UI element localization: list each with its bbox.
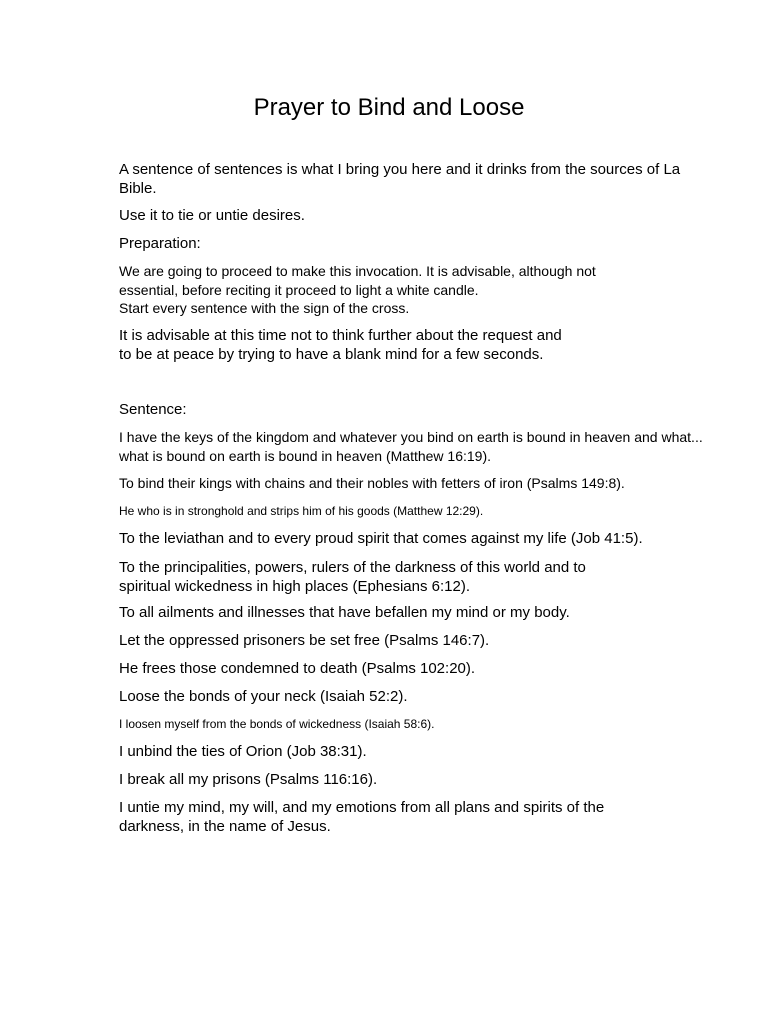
advice-paragraph [119,327,562,364]
preparation-line-3: Start every sentence with the sign of the cross. [119,300,410,316]
sentence-paragraph [119,688,408,707]
sentence-paragraph [119,743,367,762]
sentence-line: darkness, in the name of Jesus. [119,817,331,835]
preparation-paragraph [119,262,596,318]
sentence-paragraph [119,502,483,520]
sentence-line: To the leviathan and to every proud spirit that comes against my life (Job 41:5). [119,530,643,547]
sentence-line: To the principalities, powers, rulers of the darkness of this world and to [119,559,586,576]
usage-line: Use it to tie or untie desires. [119,207,305,224]
sentence-label: Sentence: [119,401,187,418]
sentence-paragraph [119,559,586,596]
preparation-label: Preparation: [119,235,201,252]
sentence-line: what is bound on earth is bound in heaven (Matthew 16:19). [119,447,492,464]
sentence-heading [119,401,187,420]
advice-line-2: to be at peace by trying to have a blank mind for a few seconds. [119,345,544,363]
intro-paragraph [119,161,680,198]
sentence-line: Let the oppressed prisoners be set free (Psalms 146:7). [119,632,490,649]
sentence-line: I break all my prisons (Psalms 116:16). [119,771,378,788]
sentence-line: Loose the bonds of your neck (Isaiah 52:2). [119,688,408,705]
sentence-line: I have the keys of the kingdom and whatever you bind on earth is bound in heaven and what... [119,429,703,445]
sentence-paragraph [119,660,475,679]
sentence-paragraph [119,715,435,733]
sentence-line: I unbind the ties of Orion (Job 38:31). [119,743,367,760]
sentence-paragraph [119,530,643,549]
sentence-line: I untie my mind, my will, and my emotions from all plans and spirits of the [119,799,605,816]
advice-line-1: It is advisable at this time not to think further about the request and [119,327,562,344]
intro-line-2: Bible. [119,179,157,197]
sentence-paragraph [119,474,625,493]
sentence-line: spiritual wickedness in high places (Ephesians 6:12). [119,577,471,595]
preparation-line-2: essential, before reciting it proceed to light a white candle. [119,281,479,298]
sentence-line: To all ailments and illnesses that have befallen my mind or my body. [119,604,570,621]
sentence-paragraph [119,428,703,465]
sentence-paragraph [119,771,377,790]
sentence-line: He who is in stronghold and strips him of his goods (Matthew 12:29). [119,504,484,518]
sentence-line: He frees those condemned to death (Psalms 102:20). [119,660,476,677]
sentence-paragraph [119,799,604,836]
preparation-heading [119,235,201,254]
intro-line-1: A sentence of sentences is what I bring you here and it drinks from the sources of La [119,161,681,178]
sentence-line: I loosen myself from the bonds of wickedness (Isaiah 58:6). [119,717,435,731]
sentence-paragraph [119,632,489,651]
usage-paragraph [119,207,305,226]
sentence-paragraph [119,604,570,623]
page-title: Prayer to Bind and Loose [253,94,525,121]
sentence-line: To bind their kings with chains and their nobles with fetters of iron (Psalms 149:8). [119,475,625,491]
preparation-line-1: We are going to proceed to make this invocation. It is advisable, although not [119,263,596,279]
